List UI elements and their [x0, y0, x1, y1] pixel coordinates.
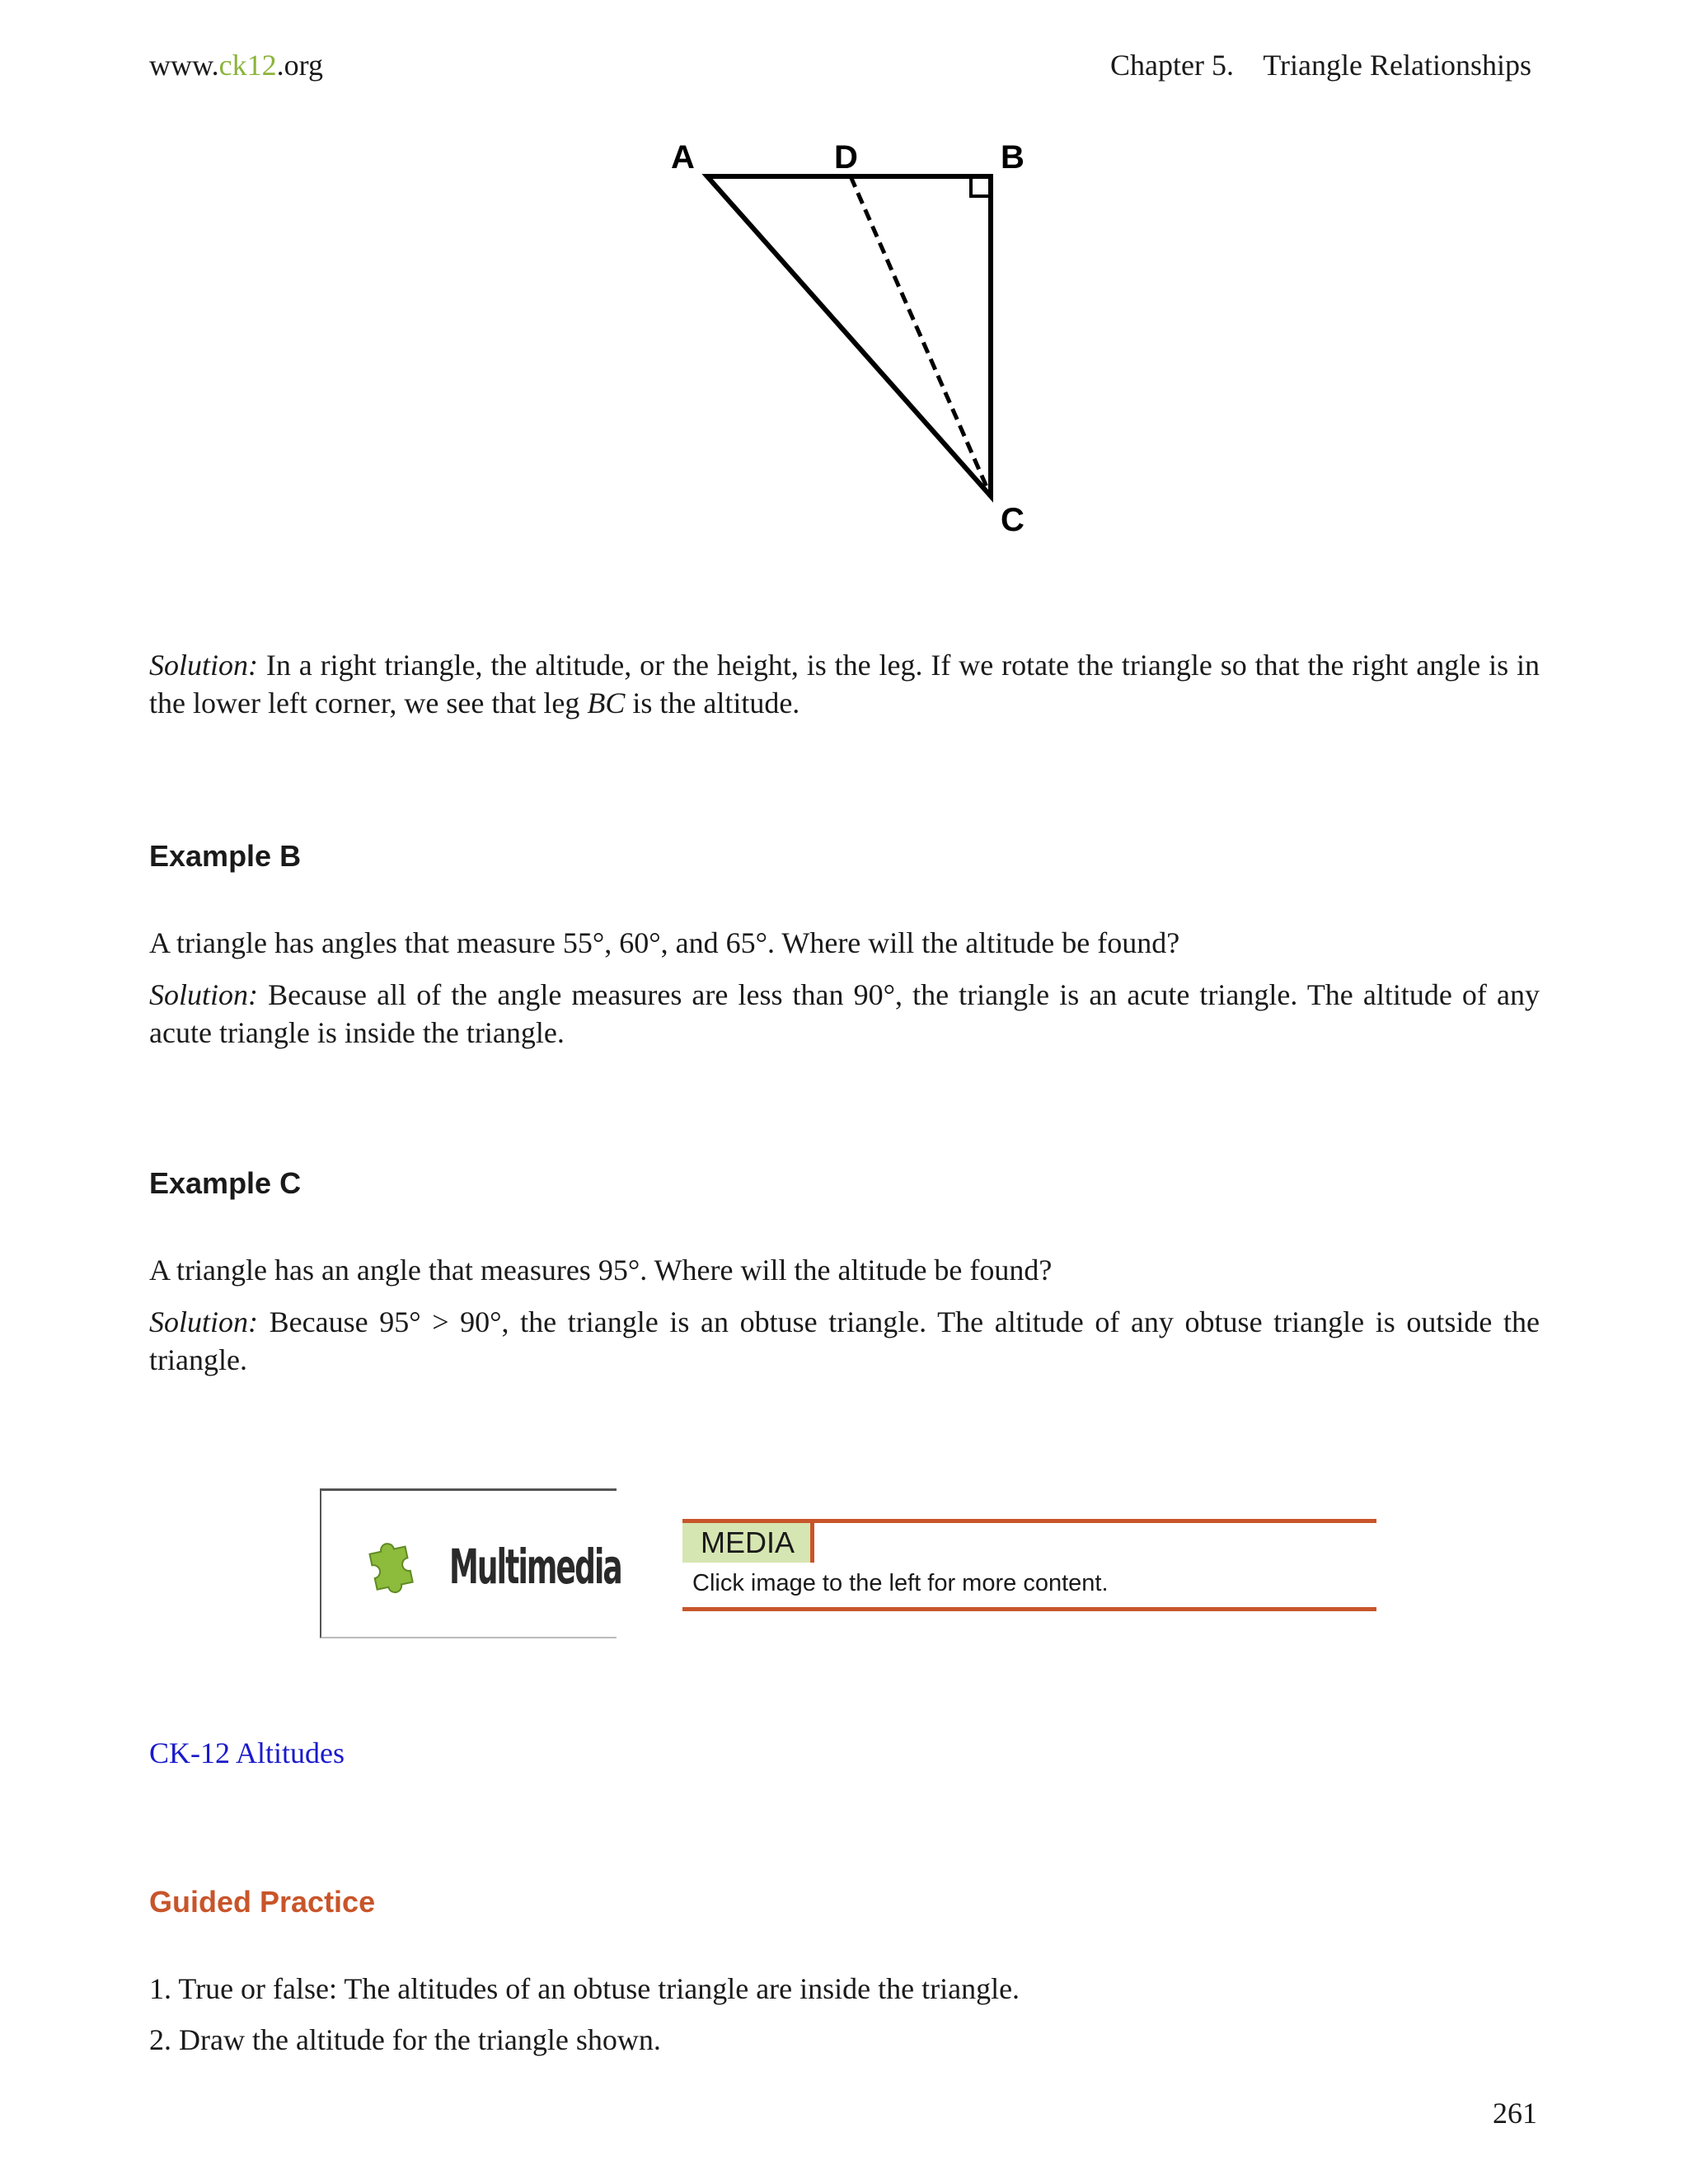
vertex-label-b: B	[1001, 139, 1025, 176]
media-tag: MEDIA	[682, 1523, 814, 1563]
triangle-abc	[707, 176, 991, 496]
media-rule-bottom	[682, 1607, 1376, 1611]
page-number: 261	[1493, 2097, 1537, 2130]
solution-text-2: is the altitude.	[625, 687, 800, 719]
multimedia-label: Multimedia	[449, 1539, 621, 1595]
site-url[interactable]	[149, 48, 323, 82]
multimedia-thumbnail[interactable]	[320, 1488, 621, 1638]
guided-item: 1. True or false: The altitudes of an obtuse triangle are inside the triangle.	[149, 1972, 1020, 2005]
site-url-ck: ck	[218, 49, 247, 82]
segment-bc: BC	[587, 687, 626, 719]
example-c-question: A triangle has an angle that measures 95°. Where will the altitude be found?	[149, 1254, 1053, 1286]
solution-lead: Solution:	[149, 978, 258, 1011]
solution-lead: Solution:	[149, 649, 258, 682]
example-b-solution	[149, 976, 1540, 1052]
example-b-question: A triangle has angles that measure 55°, 60°, and 65°. Where will the altitude be found?	[149, 926, 1180, 959]
example-a-solution	[149, 646, 1540, 722]
media-caption: Click image to the left for more content.	[692, 1570, 1109, 1596]
puzzle-piece-icon	[364, 1532, 430, 1598]
site-url-12: 12	[246, 49, 277, 82]
right-angle-marker	[971, 176, 991, 196]
solution-text-1: In a right triangle, the altitude, or the height, is the leg. If we rotate the triangle so that the right angle is in the lower left corner, we see that leg	[149, 649, 1540, 719]
ck12-altitudes-link[interactable]: CK-12 Altitudes	[149, 1736, 345, 1769]
example-c-solution	[149, 1303, 1540, 1379]
example-c-heading: Example C	[149, 1166, 302, 1200]
chapter-title: Chapter 5. Triangle Relationships	[1110, 49, 1531, 82]
site-url-prefix: www.	[149, 49, 219, 82]
altitude-dashed-dc	[851, 176, 991, 496]
example-b-heading: Example B	[149, 839, 302, 873]
vertex-label-c: C	[1001, 502, 1025, 538]
solution-lead: Solution:	[149, 1305, 258, 1338]
solution-text: Because all of the angle measures are less than 90°, the triangle is an acute triangle. The altitude of any acute triangle is inside the triangle.	[149, 978, 1540, 1049]
vertex-label-d: D	[834, 139, 858, 176]
vertex-label-a: A	[671, 139, 695, 176]
guided-practice-heading: Guided Practice	[149, 1885, 376, 1919]
triangle-figure	[659, 132, 1055, 544]
guided-item: 2. Draw the altitude for the triangle shown.	[149, 2023, 661, 2056]
solution-text: Because 95° > 90°, the triangle is an obtuse triangle. The altitude of any obtuse triangle is outside the triangle.	[149, 1305, 1540, 1376]
site-url-suffix: .org	[276, 49, 323, 82]
